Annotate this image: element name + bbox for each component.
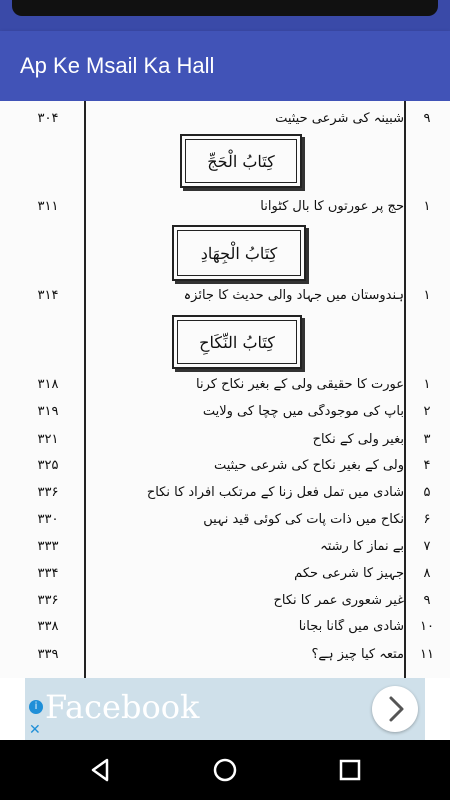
entry-page: ۳۰۴	[37, 111, 59, 126]
entry-number: ۱	[423, 199, 431, 214]
entry-page: ۳۱۹	[37, 404, 59, 419]
ad-brand-text[interactable]: Facebook	[45, 688, 200, 726]
entry-title: شادی میں تمل فعل زنا کے مرتکب افراد کا نکاح	[146, 485, 404, 500]
status-bar	[0, 0, 450, 31]
entry-number: ۱	[423, 377, 431, 392]
index-row	[0, 111, 450, 135]
chevron-right-icon	[372, 686, 418, 732]
entry-page: ۳۱۴	[37, 288, 59, 303]
index-row	[0, 647, 450, 671]
entry-number: ۱	[423, 288, 431, 303]
book-page[interactable]	[0, 101, 450, 678]
index-row	[0, 377, 450, 401]
entry-number: ۵	[423, 485, 431, 500]
entry-title: شبینہ کی شرعی حیثیت	[275, 111, 404, 126]
index-row	[0, 619, 450, 643]
index-row	[0, 485, 450, 509]
index-row	[0, 512, 450, 536]
ad-banner[interactable]	[25, 678, 425, 740]
entry-page: ۳۲۱	[37, 432, 59, 447]
ad-info-icon[interactable]: i	[29, 700, 43, 714]
index-row	[0, 404, 450, 428]
entry-title: بغیر ولی کے نکاح	[312, 432, 404, 447]
recents-button[interactable]	[335, 755, 365, 785]
index-row	[0, 199, 450, 223]
entry-number: ۸	[423, 566, 431, 581]
entry-page: ۳۳۴	[37, 566, 59, 581]
index-row	[0, 458, 450, 482]
entry-number: ۱۰	[420, 619, 434, 634]
entry-title: ولی کے بغیر نکاح کی شرعی حیثیت	[213, 458, 404, 473]
entry-number: ۱۱	[420, 647, 434, 662]
section-heading-box	[172, 225, 306, 281]
entry-page: ۳۳۰	[37, 512, 59, 527]
entry-number: ۹	[423, 593, 431, 608]
entry-title: بے نماز کا رشتہ	[320, 539, 404, 554]
entry-page: ۳۳۹	[37, 647, 59, 662]
home-button[interactable]	[210, 755, 240, 785]
index-row	[0, 566, 450, 590]
entry-page: ۳۳۸	[37, 619, 59, 634]
entry-page: ۳۱۱	[37, 199, 59, 214]
index-row	[0, 432, 450, 456]
back-icon	[85, 755, 115, 785]
entry-page: ۳۱۸	[37, 377, 59, 392]
entry-number: ۳	[423, 432, 431, 447]
entry-number: ۹	[423, 111, 431, 126]
entry-page: ۳۳۶	[37, 593, 59, 608]
index-row	[0, 288, 450, 312]
entry-number: ۲	[423, 404, 431, 419]
entry-title: عورت کا حقیقی ولی کے بغیر نکاح کرنا	[196, 377, 404, 392]
index-row	[0, 593, 450, 617]
entry-title: متعہ کیا چیز ہے؟	[311, 647, 404, 662]
ad-open-button[interactable]	[372, 686, 418, 732]
entry-number: ۶	[423, 512, 431, 527]
home-icon	[210, 755, 240, 785]
entry-page: ۳۳۶	[37, 485, 59, 500]
entry-page: ۳۲۵	[37, 458, 59, 473]
entry-title: ہندوستان میں جہاد والی حدیث کا جائزہ	[183, 288, 404, 303]
ad-close-icon[interactable]: ✕	[29, 722, 41, 738]
app-title: Ap Ke Msail Ka Hall	[20, 53, 215, 78]
section-heading: كِتَابُ الْجِهَادِ	[177, 230, 301, 276]
status-notch	[12, 0, 438, 16]
section-heading: كِتَابُ النِّكَاحِ	[177, 320, 297, 364]
entry-title: نکاح میں ذات پات کی کوئی قید نہیں	[203, 512, 404, 527]
entry-title: غیر شعوری عمر کا نکاح	[273, 593, 404, 608]
index-row	[0, 539, 450, 563]
entry-title: حج پر عورتوں کا بال کٹوانا	[260, 199, 404, 214]
entry-page: ۳۳۳	[37, 539, 59, 554]
section-heading: كِتَابُ الْحَجِّ	[185, 139, 297, 183]
back-button[interactable]	[85, 755, 115, 785]
entry-title: باپ کی موجودگی میں چچا کی ولایت	[202, 404, 404, 419]
app-bar	[0, 31, 450, 101]
section-heading-box	[180, 134, 302, 188]
system-nav-bar	[0, 740, 450, 800]
entry-number: ۷	[423, 539, 431, 554]
section-heading-box	[172, 315, 302, 369]
recents-icon	[335, 755, 365, 785]
entry-title: شادی میں گانا بجانا	[298, 619, 404, 634]
entry-title: جہیز کا شرعی حکم	[294, 566, 404, 581]
entry-number: ۴	[423, 458, 431, 473]
